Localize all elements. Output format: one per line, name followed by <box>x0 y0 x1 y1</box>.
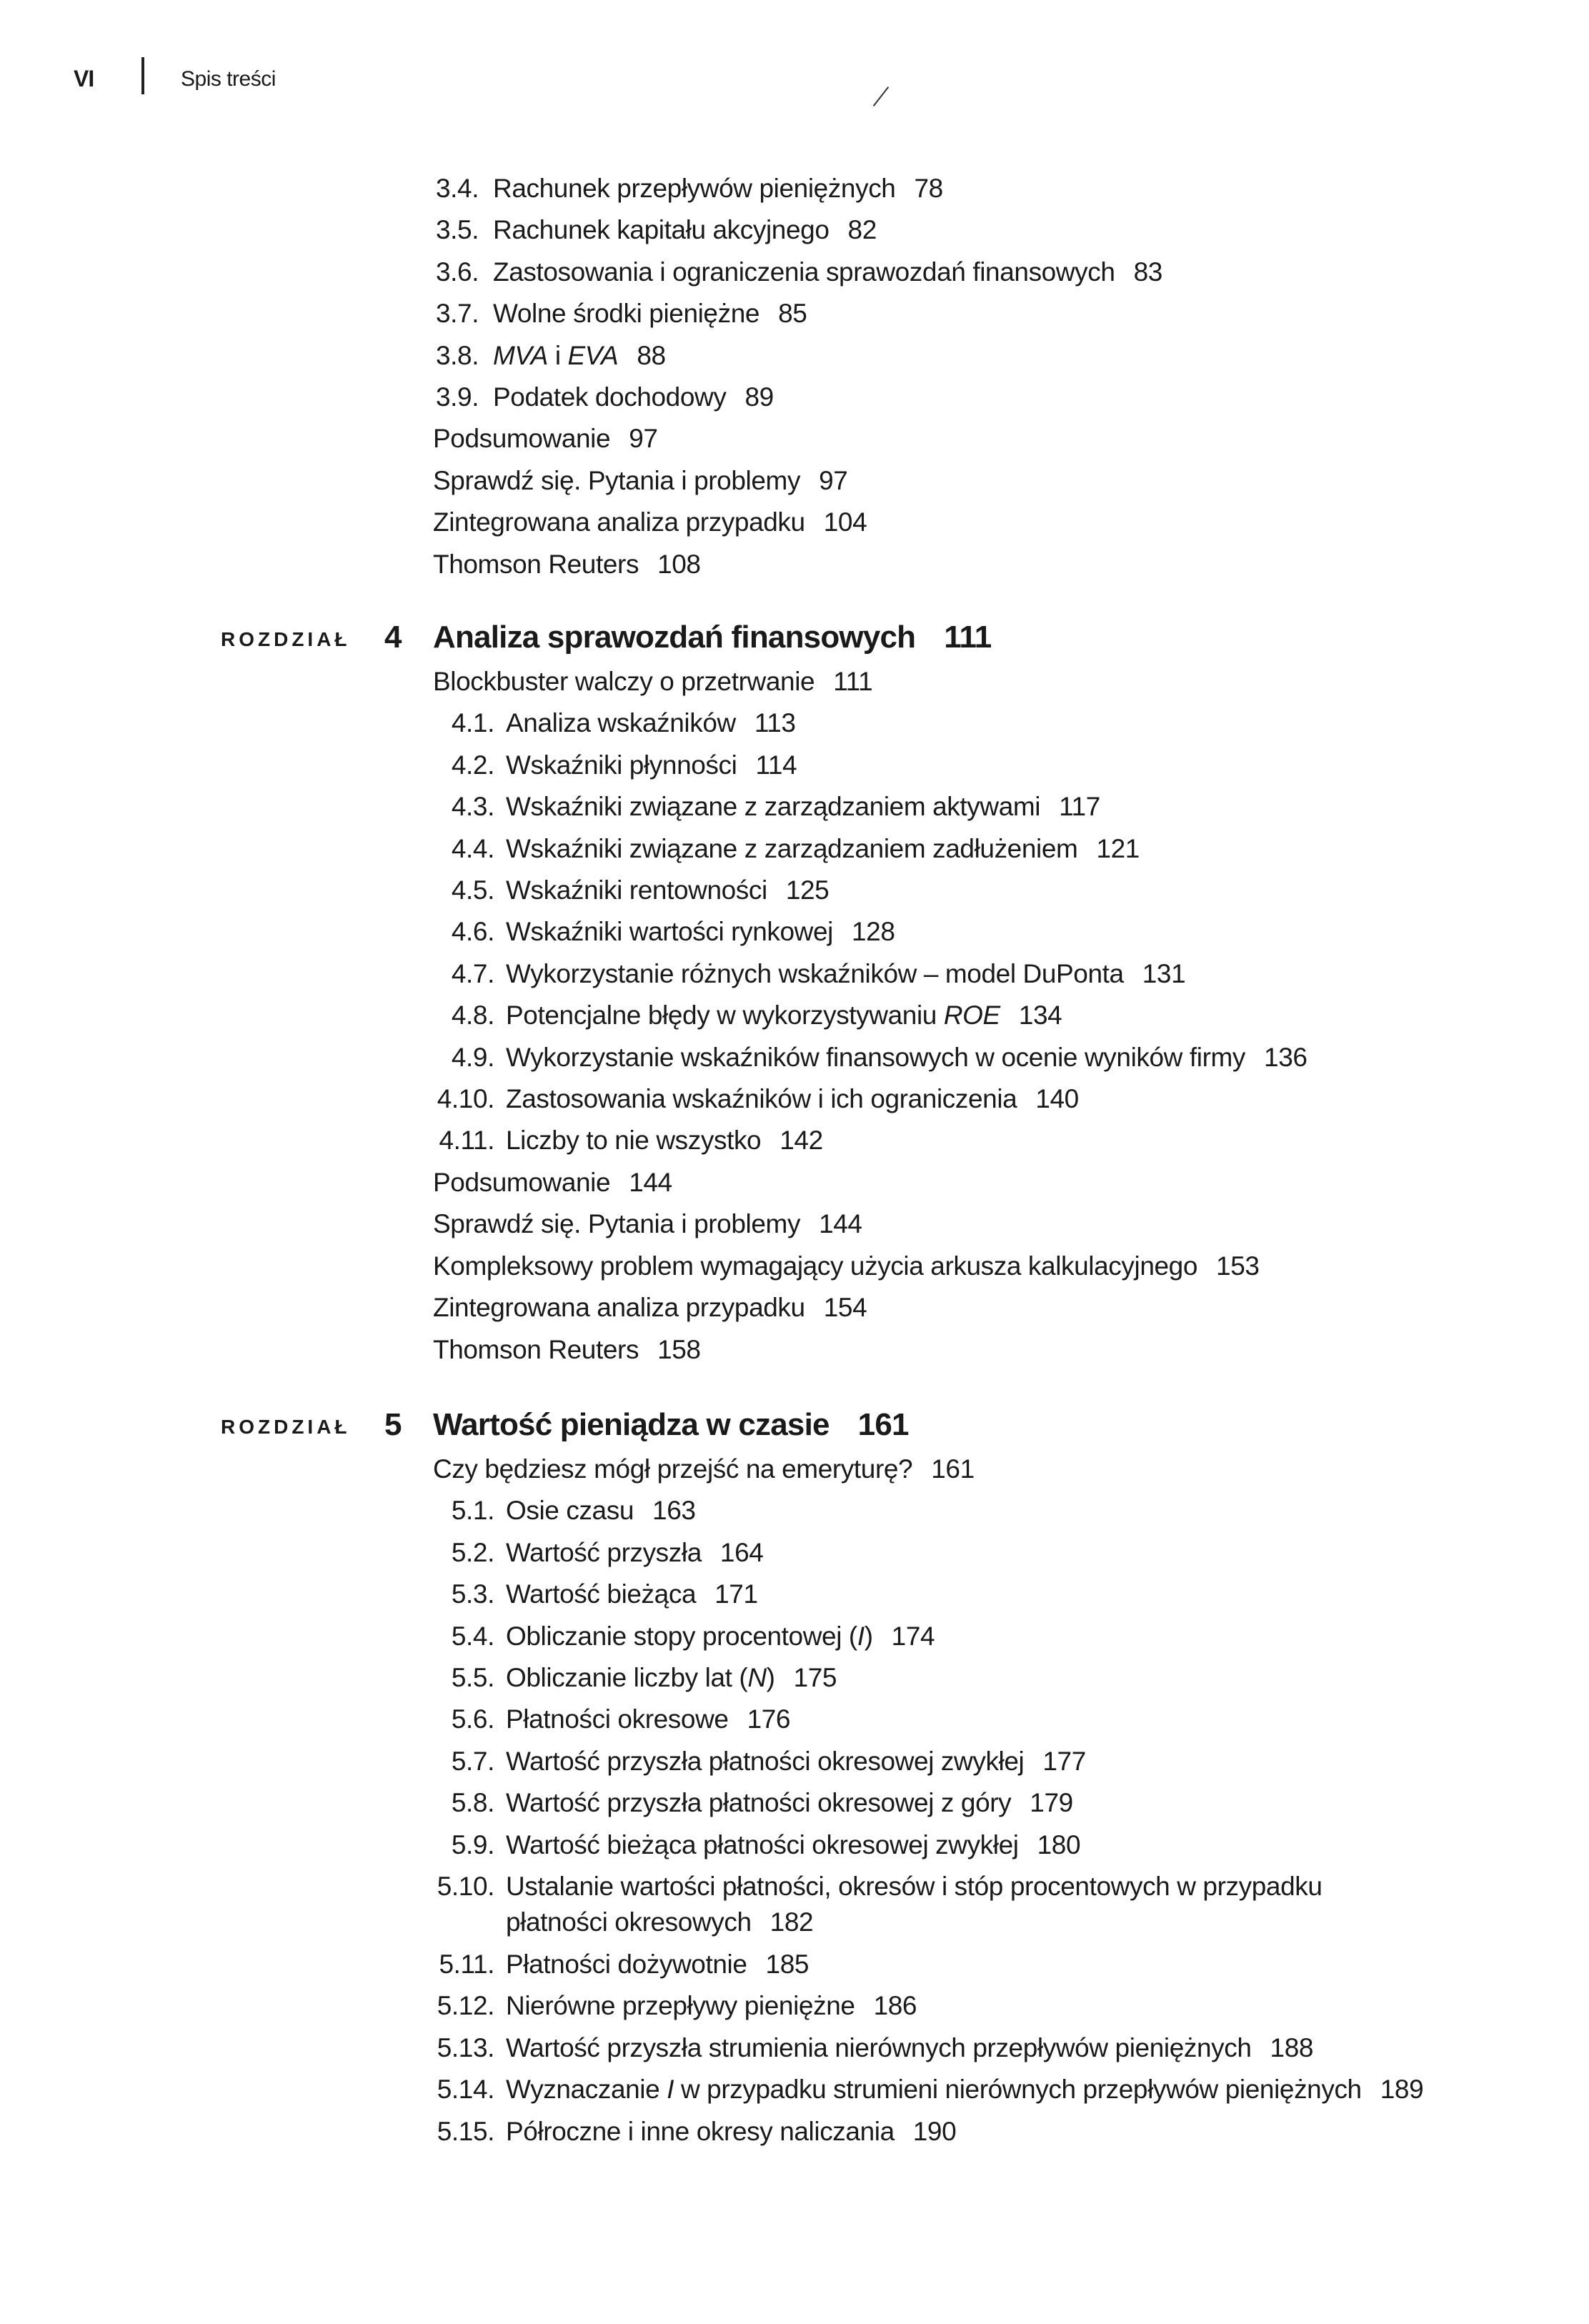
section-title <box>493 254 1589 290</box>
page-ref: 97 <box>819 465 848 495</box>
page-ref: 144 <box>629 1167 672 1197</box>
section-number: 5.5. <box>451 1663 494 1693</box>
toc-entry <box>0 1329 1589 1371</box>
section-number: 4.2. <box>451 750 494 780</box>
title-segment: Ustalanie wartości płatności, okresów i stóp procentowych w przypadku <box>506 1872 1322 1902</box>
title-segment: Wykorzystanie różnych wskaźników – model DuPonta <box>506 958 1124 988</box>
title-segment: Zintegrowana analiza przypadku <box>433 507 805 537</box>
title-segment: Potencjalne błędy w wykorzystywaniu <box>506 1000 944 1031</box>
page-ref: 153 <box>1216 1251 1260 1281</box>
title-segment: Rachunek kapitału akcyjnego <box>493 215 830 245</box>
section-number: 4.9. <box>451 1042 494 1072</box>
title-segment: Wskaźniki płynności <box>506 750 737 780</box>
section-number: 5.4. <box>451 1621 494 1651</box>
page-ref: 89 <box>744 382 774 412</box>
section-number: 3.7. <box>436 299 479 329</box>
section-number: 4.8. <box>451 1000 494 1031</box>
toc-entry <box>0 1078 1589 1120</box>
title-segment: i <box>547 340 568 370</box>
toc-entry <box>0 870 1589 911</box>
title-segment: Thomson Reuters <box>433 1334 639 1364</box>
page-ref: 125 <box>785 875 830 905</box>
chapter-title-text: Analiza sprawozdań finansowych <box>433 620 916 655</box>
title-segment: Podsumowanie <box>433 1167 611 1197</box>
section-number: 4.1. <box>451 708 494 738</box>
section-title <box>493 296 1589 332</box>
title-segment: Wskaźniki związane z zarządzaniem zadłużeniem <box>506 833 1078 863</box>
toc-entry <box>0 418 1589 460</box>
section-number: 3.5. <box>436 215 479 245</box>
page-ref: 88 <box>637 340 666 370</box>
toc-entry <box>0 786 1589 828</box>
section-title <box>506 2072 1589 2107</box>
title-segment: Obliczanie liczby lat ( <box>506 1663 748 1693</box>
toc-entry <box>0 1616 1589 1657</box>
section-number: 5.2. <box>451 1537 494 1567</box>
section-title <box>433 505 1589 540</box>
section-number: 4.6. <box>451 917 494 947</box>
page-ref: 177 <box>1042 1746 1086 1776</box>
chapter-section <box>0 618 1589 1371</box>
toc-entry <box>0 1120 1589 1161</box>
section-title <box>506 1081 1589 1117</box>
page-ref: 158 <box>657 1334 701 1364</box>
title-segment: Płatności okresowe <box>506 1704 729 1734</box>
section-title <box>506 956 1589 992</box>
title-segment: Wskaźniki rentowności <box>506 875 767 905</box>
toc-entry <box>0 1246 1589 1287</box>
toc-entry <box>0 1490 1589 1531</box>
section-number: 4.11. <box>439 1126 494 1156</box>
title-segment: I <box>667 2075 674 2105</box>
page-ref: 136 <box>1264 1042 1307 1072</box>
section-number: 5.15. <box>437 2116 494 2146</box>
title-segment: Półroczne i inne okresy naliczania <box>506 2116 895 2146</box>
toc-entry <box>0 1985 1589 2027</box>
section-number: 5.11. <box>439 1949 494 1979</box>
title-segment: Zintegrowana analiza przypadku <box>433 1293 805 1323</box>
title-segment: Wartość przyszła strumienia nierównych przepływów pieniężnych <box>506 2032 1252 2062</box>
toc-entry <box>0 335 1589 377</box>
title-segment: Wartość bieżąca płatności okresowej zwykłej <box>506 1829 1019 1859</box>
toc-entry <box>0 544 1589 585</box>
toc-entry <box>0 1162 1589 1203</box>
section-title <box>506 2114 1589 2150</box>
page-ref: 174 <box>891 1621 935 1651</box>
chapter-title-text: Wartość pieniądza w czasie <box>433 1407 830 1442</box>
chapter-title <box>433 1407 909 1443</box>
toc-entry <box>0 1203 1589 1245</box>
section-title <box>493 379 1589 415</box>
page-ref: 175 <box>793 1663 837 1693</box>
page-ref: 83 <box>1133 257 1162 287</box>
page-ref: 179 <box>1030 1788 1073 1818</box>
title-segment: Wykorzystanie wskaźników finansowych w ocenie wyników firmy <box>506 1042 1246 1072</box>
section-number: 5.6. <box>451 1704 494 1734</box>
toc-entry <box>0 2111 1589 2152</box>
toc-entry <box>0 1824 1589 1866</box>
toc-entry <box>0 209 1589 251</box>
toc-entry <box>0 745 1589 786</box>
title-segment: Wartość przyszła <box>506 1537 702 1567</box>
title-segment: Kompleksowy problem wymagający użycia arkusza kalkulacyjnego <box>433 1251 1198 1281</box>
title-segment: Sprawdź się. Pytania i problemy <box>433 465 801 495</box>
title-segment: ) <box>766 1663 775 1693</box>
toc-entry <box>0 460 1589 502</box>
page-ref: 131 <box>1142 958 1186 988</box>
title-segment: Rachunek przepływów pieniężnych <box>493 174 896 203</box>
chapter-label: ROZDZIAŁ <box>221 1416 351 1438</box>
page-ref: 82 <box>847 215 877 245</box>
page-ref: 163 <box>652 1496 696 1526</box>
page-ref: 185 <box>765 1949 810 1979</box>
toc-entry <box>0 953 1589 995</box>
section-title <box>433 1248 1589 1284</box>
title-segment: Czy będziesz mógł przejść na emeryturę? <box>433 1454 913 1484</box>
page-ref: 134 <box>1018 1000 1062 1031</box>
section-number: 4.7. <box>451 958 494 988</box>
page-ref: 97 <box>629 424 658 454</box>
toc-entry <box>0 1944 1589 1985</box>
section-title <box>506 998 1589 1033</box>
section-title <box>506 1535 1589 1571</box>
page-ref: 180 <box>1037 1829 1081 1859</box>
chapter-page: 111 <box>944 620 992 655</box>
section-number: 5.1. <box>451 1496 494 1526</box>
toc-entry <box>0 1699 1589 1740</box>
page-ref: 154 <box>823 1293 867 1323</box>
section-title <box>433 547 1589 582</box>
toc-entry <box>0 1449 1589 1490</box>
title-segment: Podsumowanie <box>433 424 611 454</box>
title-segment: Analiza wskaźników <box>506 708 736 738</box>
section-title <box>506 1493 1589 1529</box>
section-title <box>433 1332 1589 1368</box>
section-title <box>506 1988 1589 2024</box>
section-number: 4.4. <box>451 833 494 863</box>
section-title <box>493 338 1589 374</box>
title-segment: Wskaźniki związane z zarządzaniem aktywami <box>506 792 1041 822</box>
title-segment: Osie czasu <box>506 1496 634 1526</box>
section-number: 5.3. <box>451 1579 494 1609</box>
toc-entry <box>0 1866 1589 1944</box>
section-title <box>506 831 1589 867</box>
section-title <box>433 1451 1589 1487</box>
section-number: 3.8. <box>436 340 479 370</box>
page-ref: 190 <box>912 2116 957 2146</box>
title-segment: Sprawdź się. Pytania i problemy <box>433 1209 801 1239</box>
section-title <box>506 1744 1589 1779</box>
chapter-heading <box>0 618 1589 661</box>
toc-entry <box>0 1037 1589 1078</box>
page-ref: 121 <box>1096 833 1140 863</box>
section-number: 5.9. <box>451 1829 494 1859</box>
page-ref: 188 <box>1270 2032 1314 2062</box>
section-title <box>506 1576 1589 1612</box>
section-title <box>506 873 1589 908</box>
section-title <box>433 463 1589 499</box>
toc-entry <box>0 995 1589 1036</box>
title-segment: ROE <box>943 1000 1000 1031</box>
title-segment: I <box>857 1621 865 1651</box>
section-title <box>506 1827 1589 1863</box>
title-segment: Wartość przyszła płatności okresowej z góry <box>506 1788 1012 1818</box>
title-segment: Zastosowania i ograniczenia sprawozdań finansowych <box>493 257 1115 287</box>
running-title: Spis treści <box>181 67 276 91</box>
title-segment: Zastosowania wskaźników i ich ograniczenia <box>506 1084 1017 1114</box>
chapter-number: 4 <box>384 620 402 655</box>
section-title <box>433 664 1589 700</box>
toc-entry <box>0 252 1589 293</box>
section-number: 5.10. <box>437 1872 494 1902</box>
section-title <box>433 1206 1589 1242</box>
chapter-number: 5 <box>384 1407 402 1442</box>
section-number: 3.9. <box>436 382 479 412</box>
toc-entry <box>0 1741 1589 1782</box>
page-ref: 113 <box>754 708 796 738</box>
page-ref: 186 <box>873 1991 917 2021</box>
chapter-continuation <box>0 168 1589 585</box>
section-number: 3.4. <box>436 174 479 203</box>
title-segment: w przypadku strumieni nierównych przepływów pieniężnych <box>674 2075 1362 2105</box>
title-segment: N <box>747 1663 767 1693</box>
section-number: 5.13. <box>437 2032 494 2062</box>
section-title <box>493 212 1589 248</box>
title-segment: Nierówne przepływy pieniężne <box>506 1991 855 2021</box>
page-ref: 182 <box>769 1907 814 1937</box>
section-title <box>433 1290 1589 1326</box>
toc-entry <box>0 1532 1589 1574</box>
title-segment: Liczby to nie wszystko <box>506 1126 762 1156</box>
section-title <box>506 1660 1589 1696</box>
title-segment: ) <box>864 1621 873 1651</box>
section-title <box>506 1869 1589 1941</box>
section-title <box>506 705 1589 741</box>
toc-entry <box>0 702 1589 744</box>
title-segment: Obliczanie stopy procentowej ( <box>506 1621 857 1651</box>
section-number: 4.5. <box>451 875 494 905</box>
page-ref: 78 <box>914 174 943 203</box>
header-divider <box>141 57 144 94</box>
section-title <box>506 1785 1589 1821</box>
title-segment: Wartość przyszła płatności okresowej zwykłej <box>506 1746 1025 1776</box>
section-number: 5.7. <box>451 1746 494 1776</box>
section-title <box>433 421 1589 457</box>
page-ref: 189 <box>1380 2075 1424 2105</box>
title-continuation: płatności okresowych <box>506 1907 752 1937</box>
section-title <box>493 171 1589 207</box>
toc-entry <box>0 828 1589 870</box>
page-ref: 128 <box>851 917 895 947</box>
title-segment: EVA <box>567 340 619 370</box>
section-title <box>506 1123 1589 1158</box>
title-segment: Blockbuster walczy o przetrwanie <box>433 667 815 696</box>
section-title <box>506 1619 1589 1654</box>
section-number: 5.14. <box>437 2075 494 2105</box>
section-title <box>433 1165 1589 1201</box>
section-title <box>506 914 1589 950</box>
page-ref: 114 <box>755 750 797 780</box>
section-number: 5.8. <box>451 1788 494 1818</box>
page-ref: 111 <box>833 667 873 696</box>
section-title <box>506 1702 1589 1737</box>
toc-entry <box>0 1657 1589 1699</box>
title-segment: MVA <box>493 340 548 370</box>
page-ref: 108 <box>657 549 701 579</box>
toc-entry <box>0 1574 1589 1615</box>
title-segment: Podatek dochodowy <box>493 382 727 412</box>
toc-entry <box>0 1782 1589 1824</box>
page-ref: 104 <box>823 507 867 537</box>
toc-entry <box>0 661 1589 702</box>
toc-entry <box>0 377 1589 418</box>
page-ref: 142 <box>779 1126 823 1156</box>
toc-entry <box>0 1287 1589 1329</box>
page-ref: 164 <box>719 1537 764 1567</box>
chapter-heading <box>0 1406 1589 1449</box>
section-number: 3.6. <box>436 257 479 287</box>
chapter-page: 161 <box>857 1407 909 1442</box>
chapter-section <box>0 1406 1589 2152</box>
page-ref: 144 <box>819 1209 862 1239</box>
pencil-mark <box>873 86 890 106</box>
section-number: 4.10. <box>437 1084 494 1114</box>
section-title <box>506 2030 1589 2066</box>
section-title <box>506 748 1589 783</box>
toc-entry <box>0 2069 1589 2110</box>
page-ref: 85 <box>778 299 807 329</box>
section-title <box>506 1040 1589 1076</box>
section-number: 4.3. <box>451 792 494 822</box>
title-segment: Wyznaczanie <box>506 2075 667 2105</box>
title-segment: Wskaźniki wartości rynkowej <box>506 917 833 947</box>
page-ref: 171 <box>714 1579 758 1609</box>
page-number: VI <box>74 66 94 91</box>
page-ref: 117 <box>1059 792 1100 822</box>
toc-entry <box>0 293 1589 334</box>
title-segment: Wartość bieżąca <box>506 1579 697 1609</box>
section-title <box>506 789 1589 825</box>
toc-entry <box>0 2027 1589 2069</box>
toc-entry <box>0 168 1589 209</box>
page-ref: 140 <box>1035 1084 1079 1114</box>
toc-entry <box>0 502 1589 543</box>
chapter-title <box>433 620 991 655</box>
section-number: 5.12. <box>437 1991 494 2021</box>
section-title <box>506 1947 1589 1982</box>
title-segment: Płatności dożywotnie <box>506 1949 747 1979</box>
chapter-label: ROZDZIAŁ <box>221 628 351 650</box>
page-ref: 161 <box>931 1454 975 1484</box>
title-segment: Thomson Reuters <box>433 549 639 579</box>
title-segment: Wolne środki pieniężne <box>493 299 760 329</box>
toc-entry <box>0 911 1589 953</box>
page-ref: 176 <box>747 1704 791 1734</box>
